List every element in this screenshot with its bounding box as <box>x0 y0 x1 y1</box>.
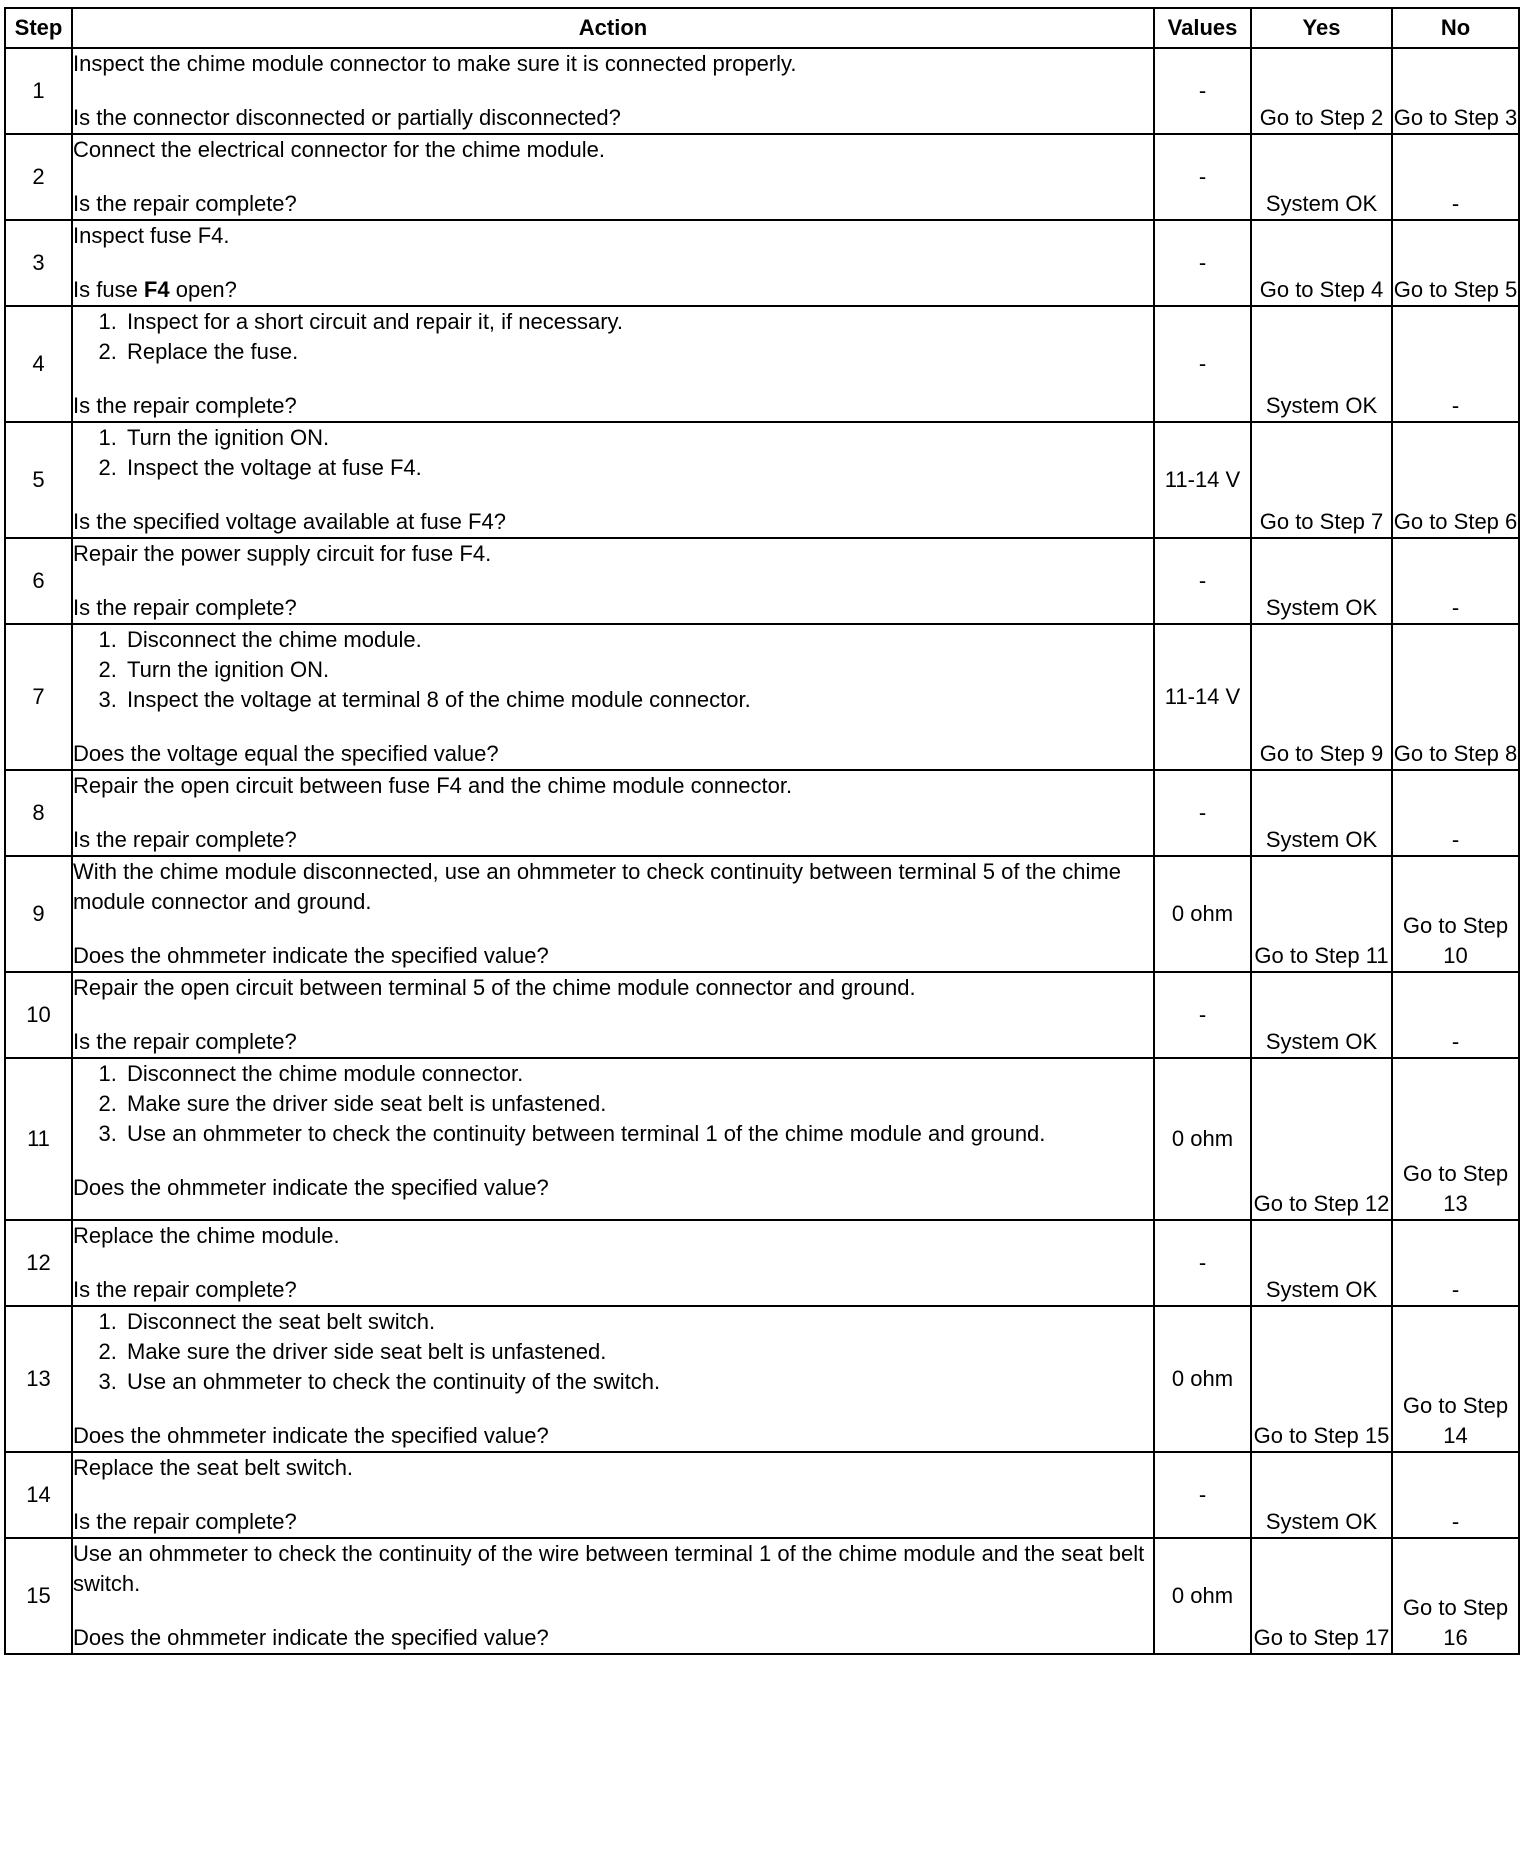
action-step-item: 2. Inspect the voltage at fuse F4. <box>123 453 1153 483</box>
action-question: Does the ohmmeter indicate the specified value? <box>73 1175 549 1200</box>
step-number: 13 <box>5 1306 72 1452</box>
action-step-item: 1. Disconnect the seat belt switch. <box>123 1307 1153 1337</box>
action-text: With the chime module disconnected, use an ohmmeter to check continuity between terminal 5 of the chime module connector and ground. <box>73 859 1121 914</box>
yes-cell: Go to Step 7 <box>1251 422 1392 538</box>
yes-cell: Go to Step 17 <box>1251 1538 1392 1654</box>
action-cell <box>72 856 1154 972</box>
diagnostic-table <box>4 7 1520 1655</box>
header-no: No <box>1392 8 1519 48</box>
action-question: Is the repair complete? <box>73 1277 297 1302</box>
values-cell: - <box>1154 1452 1251 1538</box>
action-cell <box>72 220 1154 306</box>
action-step-item: 3. Inspect the voltage at terminal 8 of the chime module connector. <box>123 685 1153 715</box>
action-question: Is fuse F4 open? <box>73 277 237 302</box>
step-number: 2 <box>5 134 72 220</box>
no-cell: - <box>1392 538 1519 624</box>
action-text: Use an ohmmeter to check the continuity of the wire between terminal 1 of the chime module and the seat belt switch. <box>73 1541 1145 1596</box>
no-cell: - <box>1392 1452 1519 1538</box>
step-number: 3 <box>5 220 72 306</box>
action-step-item: 1. Disconnect the chime module. <box>123 625 1153 655</box>
yes-cell: System OK <box>1251 1452 1392 1538</box>
table-row <box>5 220 1519 306</box>
action-cell <box>72 1538 1154 1654</box>
table-row <box>5 1058 1519 1220</box>
step-number: 14 <box>5 1452 72 1538</box>
table-row <box>5 1306 1519 1452</box>
values-cell: - <box>1154 972 1251 1058</box>
no-cell: Go to Step 10 <box>1392 856 1519 972</box>
action-question: Is the repair complete? <box>73 595 297 620</box>
action-question: Is the repair complete? <box>73 827 297 852</box>
header-values: Values <box>1154 8 1251 48</box>
values-cell: - <box>1154 134 1251 220</box>
values-cell: - <box>1154 48 1251 134</box>
action-cell <box>72 48 1154 134</box>
action-step-item: 2. Make sure the driver side seat belt is unfastened. <box>123 1337 1153 1367</box>
yes-cell: Go to Step 11 <box>1251 856 1392 972</box>
action-question: Is the repair complete? <box>73 1509 297 1534</box>
action-cell <box>72 306 1154 422</box>
no-cell: Go to Step 3 <box>1392 48 1519 134</box>
action-cell <box>72 770 1154 856</box>
yes-cell: Go to Step 2 <box>1251 48 1392 134</box>
action-question: Does the voltage equal the specified value? <box>73 741 499 766</box>
action-text: Replace the seat belt switch. <box>73 1455 354 1480</box>
values-cell: 0 ohm <box>1154 856 1251 972</box>
step-number: 10 <box>5 972 72 1058</box>
header-action: Action <box>72 8 1154 48</box>
no-cell: Go to Step 5 <box>1392 220 1519 306</box>
action-question: Is the specified voltage available at fuse F4? <box>73 509 506 534</box>
values-cell: 11-14 V <box>1154 422 1251 538</box>
yes-cell: System OK <box>1251 538 1392 624</box>
action-text: Repair the power supply circuit for fuse F4. <box>73 541 492 566</box>
step-number: 5 <box>5 422 72 538</box>
table-row <box>5 306 1519 422</box>
no-cell: Go to Step 14 <box>1392 1306 1519 1452</box>
table-row <box>5 1452 1519 1538</box>
yes-cell: Go to Step 12 <box>1251 1058 1392 1220</box>
action-cell <box>72 1306 1154 1452</box>
action-cell <box>72 538 1154 624</box>
yes-cell: System OK <box>1251 972 1392 1058</box>
yes-cell: Go to Step 4 <box>1251 220 1392 306</box>
step-number: 4 <box>5 306 72 422</box>
action-cell <box>72 1452 1154 1538</box>
table-row <box>5 134 1519 220</box>
no-cell: Go to Step 13 <box>1392 1058 1519 1220</box>
yes-cell: System OK <box>1251 134 1392 220</box>
values-cell: 0 ohm <box>1154 1306 1251 1452</box>
action-step-item: 2. Turn the ignition ON. <box>123 655 1153 685</box>
table-row <box>5 538 1519 624</box>
action-cell <box>72 624 1154 770</box>
action-question: Does the ohmmeter indicate the specified value? <box>73 943 549 968</box>
action-step-item: 3. Use an ohmmeter to check the continuity of the switch. <box>123 1367 1153 1397</box>
yes-cell: System OK <box>1251 306 1392 422</box>
step-number: 9 <box>5 856 72 972</box>
values-cell: 0 ohm <box>1154 1058 1251 1220</box>
table-row <box>5 856 1519 972</box>
action-steps-list <box>73 625 1153 715</box>
action-cell <box>72 1058 1154 1220</box>
table-row <box>5 770 1519 856</box>
header-step: Step <box>5 8 72 48</box>
yes-cell: System OK <box>1251 1220 1392 1306</box>
no-cell: Go to Step 16 <box>1392 1538 1519 1654</box>
values-cell: 0 ohm <box>1154 1538 1251 1654</box>
step-number: 11 <box>5 1058 72 1220</box>
action-question: Is the repair complete? <box>73 1029 297 1054</box>
table-row <box>5 624 1519 770</box>
values-cell: - <box>1154 306 1251 422</box>
action-steps-list <box>73 423 1153 483</box>
action-step-item: 2. Make sure the driver side seat belt is unfastened. <box>123 1089 1153 1119</box>
action-cell <box>72 422 1154 538</box>
action-question: Does the ohmmeter indicate the specified value? <box>73 1625 549 1650</box>
table-row <box>5 972 1519 1058</box>
action-steps-list <box>73 307 1153 367</box>
step-number: 15 <box>5 1538 72 1654</box>
no-cell: - <box>1392 1220 1519 1306</box>
yes-cell: Go to Step 9 <box>1251 624 1392 770</box>
action-step-item: 1. Disconnect the chime module connector. <box>123 1059 1153 1089</box>
step-number: 7 <box>5 624 72 770</box>
action-text: Inspect the chime module connector to make sure it is connected properly. <box>73 51 797 76</box>
action-text: Connect the electrical connector for the chime module. <box>73 137 605 162</box>
step-number: 6 <box>5 538 72 624</box>
action-step-item: 2. Replace the fuse. <box>123 337 1153 367</box>
action-question: Is the repair complete? <box>73 393 297 418</box>
no-cell: - <box>1392 306 1519 422</box>
action-step-item: 3. Use an ohmmeter to check the continuity between terminal 1 of the chime module and ground. <box>123 1119 1153 1149</box>
action-question: Does the ohmmeter indicate the specified value? <box>73 1423 549 1448</box>
action-cell <box>72 972 1154 1058</box>
action-text: Repair the open circuit between fuse F4 and the chime module connector. <box>73 773 793 798</box>
action-text: Repair the open circuit between terminal 5 of the chime module connector and ground. <box>73 975 916 1000</box>
action-cell <box>72 134 1154 220</box>
values-cell: 11-14 V <box>1154 624 1251 770</box>
action-step-item: 1. Turn the ignition ON. <box>123 423 1153 453</box>
fuse-label-emphasis: F4 <box>143 277 170 302</box>
values-cell: - <box>1154 770 1251 856</box>
values-cell: - <box>1154 220 1251 306</box>
yes-cell: System OK <box>1251 770 1392 856</box>
action-steps-list <box>73 1059 1153 1149</box>
action-text: Replace the chime module. <box>73 1223 340 1248</box>
table-row <box>5 48 1519 134</box>
header-row <box>5 8 1519 48</box>
no-cell: Go to Step 8 <box>1392 624 1519 770</box>
step-number: 12 <box>5 1220 72 1306</box>
yes-cell: Go to Step 15 <box>1251 1306 1392 1452</box>
no-cell: - <box>1392 972 1519 1058</box>
no-cell: - <box>1392 770 1519 856</box>
table-body <box>5 48 1519 1654</box>
table-row <box>5 1538 1519 1654</box>
action-question: Is the connector disconnected or partially disconnected? <box>73 105 621 130</box>
action-cell <box>72 1220 1154 1306</box>
action-text: Inspect fuse F4. <box>73 223 230 248</box>
no-cell: - <box>1392 134 1519 220</box>
no-cell: Go to Step 6 <box>1392 422 1519 538</box>
values-cell: - <box>1154 538 1251 624</box>
header-yes: Yes <box>1251 8 1392 48</box>
values-cell: - <box>1154 1220 1251 1306</box>
table-row <box>5 1220 1519 1306</box>
action-question: Is the repair complete? <box>73 191 297 216</box>
action-step-item: 1. Inspect for a short circuit and repair it, if necessary. <box>123 307 1153 337</box>
table-row <box>5 422 1519 538</box>
step-number: 8 <box>5 770 72 856</box>
step-number: 1 <box>5 48 72 134</box>
action-steps-list <box>73 1307 1153 1397</box>
